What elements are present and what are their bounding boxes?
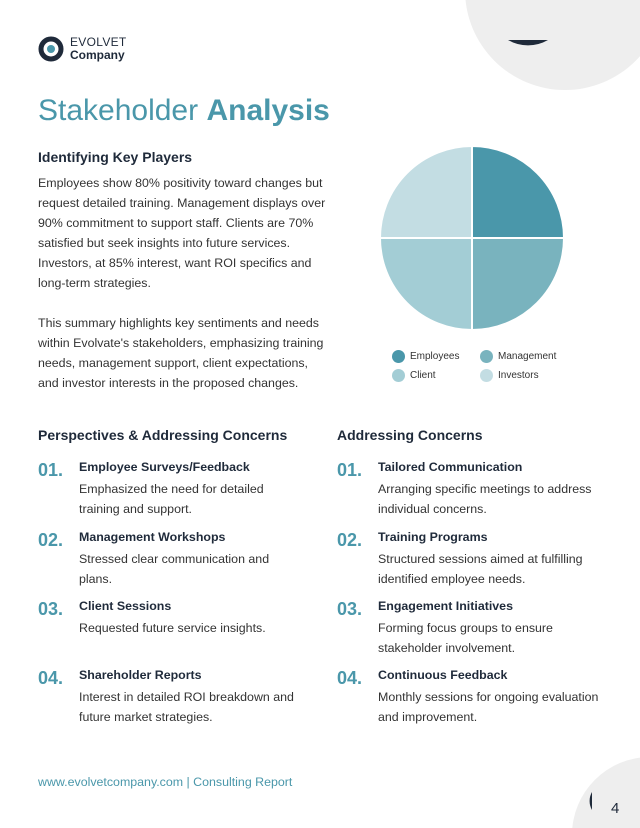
addressing-title-1: Tailored Communication bbox=[378, 460, 523, 474]
perspective-title-4: Shareholder Reports bbox=[79, 668, 202, 682]
legend-item-employees bbox=[392, 350, 459, 363]
perspective-desc-2: Stressed clear communication and plans. bbox=[79, 552, 270, 586]
legend-swatch-investors bbox=[480, 369, 493, 382]
title-bold: Analysis bbox=[206, 94, 330, 127]
logo-line1: EVOLVET bbox=[70, 35, 127, 49]
intro-paragraph-2: This summary highlights key sentiments and needs within Evolvate's stakeholders, emphasizing training needs, management support, client expectations, and investor interests in the proposed changes. bbox=[38, 316, 324, 390]
legend-label-employees: Employees bbox=[410, 351, 460, 362]
addressing-desc-2: Structured sessions aimed at fulfilling identified employee needs. bbox=[378, 552, 583, 586]
perspective-title-3: Client Sessions bbox=[79, 599, 172, 613]
intro-heading: Identifying Key Players bbox=[38, 149, 193, 165]
legend-item-management bbox=[480, 350, 556, 363]
perspective-item-3 bbox=[38, 598, 304, 638]
legend-swatch-management bbox=[480, 350, 493, 363]
addressing-desc-4: Monthly sessions for ongoing evaluation and improvement. bbox=[378, 690, 599, 724]
perspective-desc-3: Requested future service insights. bbox=[79, 621, 266, 635]
title-light: Stakeholder bbox=[38, 94, 199, 127]
addressing-title-4: Continuous Feedback bbox=[378, 668, 508, 682]
pie-slice-management bbox=[472, 238, 564, 330]
perspective-num-2: 02. bbox=[38, 530, 64, 550]
legend-item-investors bbox=[480, 369, 539, 382]
legend-label-investors: Investors bbox=[498, 370, 539, 381]
perspective-num-4: 04. bbox=[38, 668, 64, 688]
addressing-desc-1: Arranging specific meetings to address individual concerns. bbox=[378, 482, 592, 516]
intro-paragraph-1: Employees show 80% positivity toward changes but request detailed training. Management displays over 90% commitment to support staff. Clients are 70% satisfied but seek insights into future services. Investors, at 85% interest, want ROI specifics and long-term strategies. bbox=[38, 176, 326, 290]
pie-slice-investors bbox=[380, 146, 472, 238]
addressing-item-1 bbox=[337, 459, 603, 519]
addressing-item-4 bbox=[337, 667, 603, 727]
legend-label-management: Management bbox=[498, 351, 557, 362]
addressing-num-2: 02. bbox=[337, 530, 363, 550]
legend-swatch-client bbox=[392, 369, 405, 382]
addressing-title-3: Engagement Initiatives bbox=[378, 599, 513, 613]
legend-label-client: Client bbox=[410, 370, 436, 381]
logo-line2: Company bbox=[70, 48, 125, 62]
perspective-desc-1: Emphasized the need for detailed training and support. bbox=[79, 482, 264, 516]
perspective-title-1: Employee Surveys/Feedback bbox=[79, 460, 250, 474]
perspectives-heading: Perspectives & Addressing Concerns bbox=[38, 427, 288, 443]
pie-slice-client bbox=[380, 238, 472, 330]
addressing-desc-3: Forming focus groups to ensure stakeholder involvement. bbox=[378, 621, 553, 655]
page-title bbox=[38, 94, 330, 128]
top-right-decoration bbox=[450, 0, 640, 90]
legend-item-client bbox=[392, 369, 436, 382]
addressing-heading: Addressing Concerns bbox=[337, 427, 483, 443]
footer-link[interactable]: www.evolvetcompany.com | Consulting Report bbox=[38, 775, 293, 789]
company-logo bbox=[38, 36, 127, 62]
addressing-num-1: 01. bbox=[337, 460, 363, 480]
perspective-item-2 bbox=[38, 529, 304, 589]
legend-swatch-employees bbox=[392, 350, 405, 363]
perspective-title-2: Management Workshops bbox=[79, 530, 226, 544]
perspective-desc-4: Interest in detailed ROI breakdown and future market strategies. bbox=[79, 690, 294, 724]
logo-ring-icon bbox=[38, 36, 64, 62]
addressing-num-4: 04. bbox=[337, 668, 363, 688]
perspective-item-1 bbox=[38, 459, 304, 519]
stakeholder-pie-chart bbox=[376, 142, 568, 334]
pie-slice-employees bbox=[472, 146, 564, 238]
perspective-item-4 bbox=[38, 667, 304, 727]
addressing-item-2 bbox=[337, 529, 603, 589]
addressing-item-3 bbox=[337, 598, 603, 658]
bottom-right-decoration bbox=[570, 740, 640, 828]
perspective-num-1: 01. bbox=[38, 460, 64, 480]
addressing-num-3: 03. bbox=[337, 599, 363, 619]
page-number: 4 bbox=[611, 800, 620, 817]
addressing-title-2: Training Programs bbox=[378, 530, 488, 544]
perspective-num-3: 03. bbox=[38, 599, 64, 619]
